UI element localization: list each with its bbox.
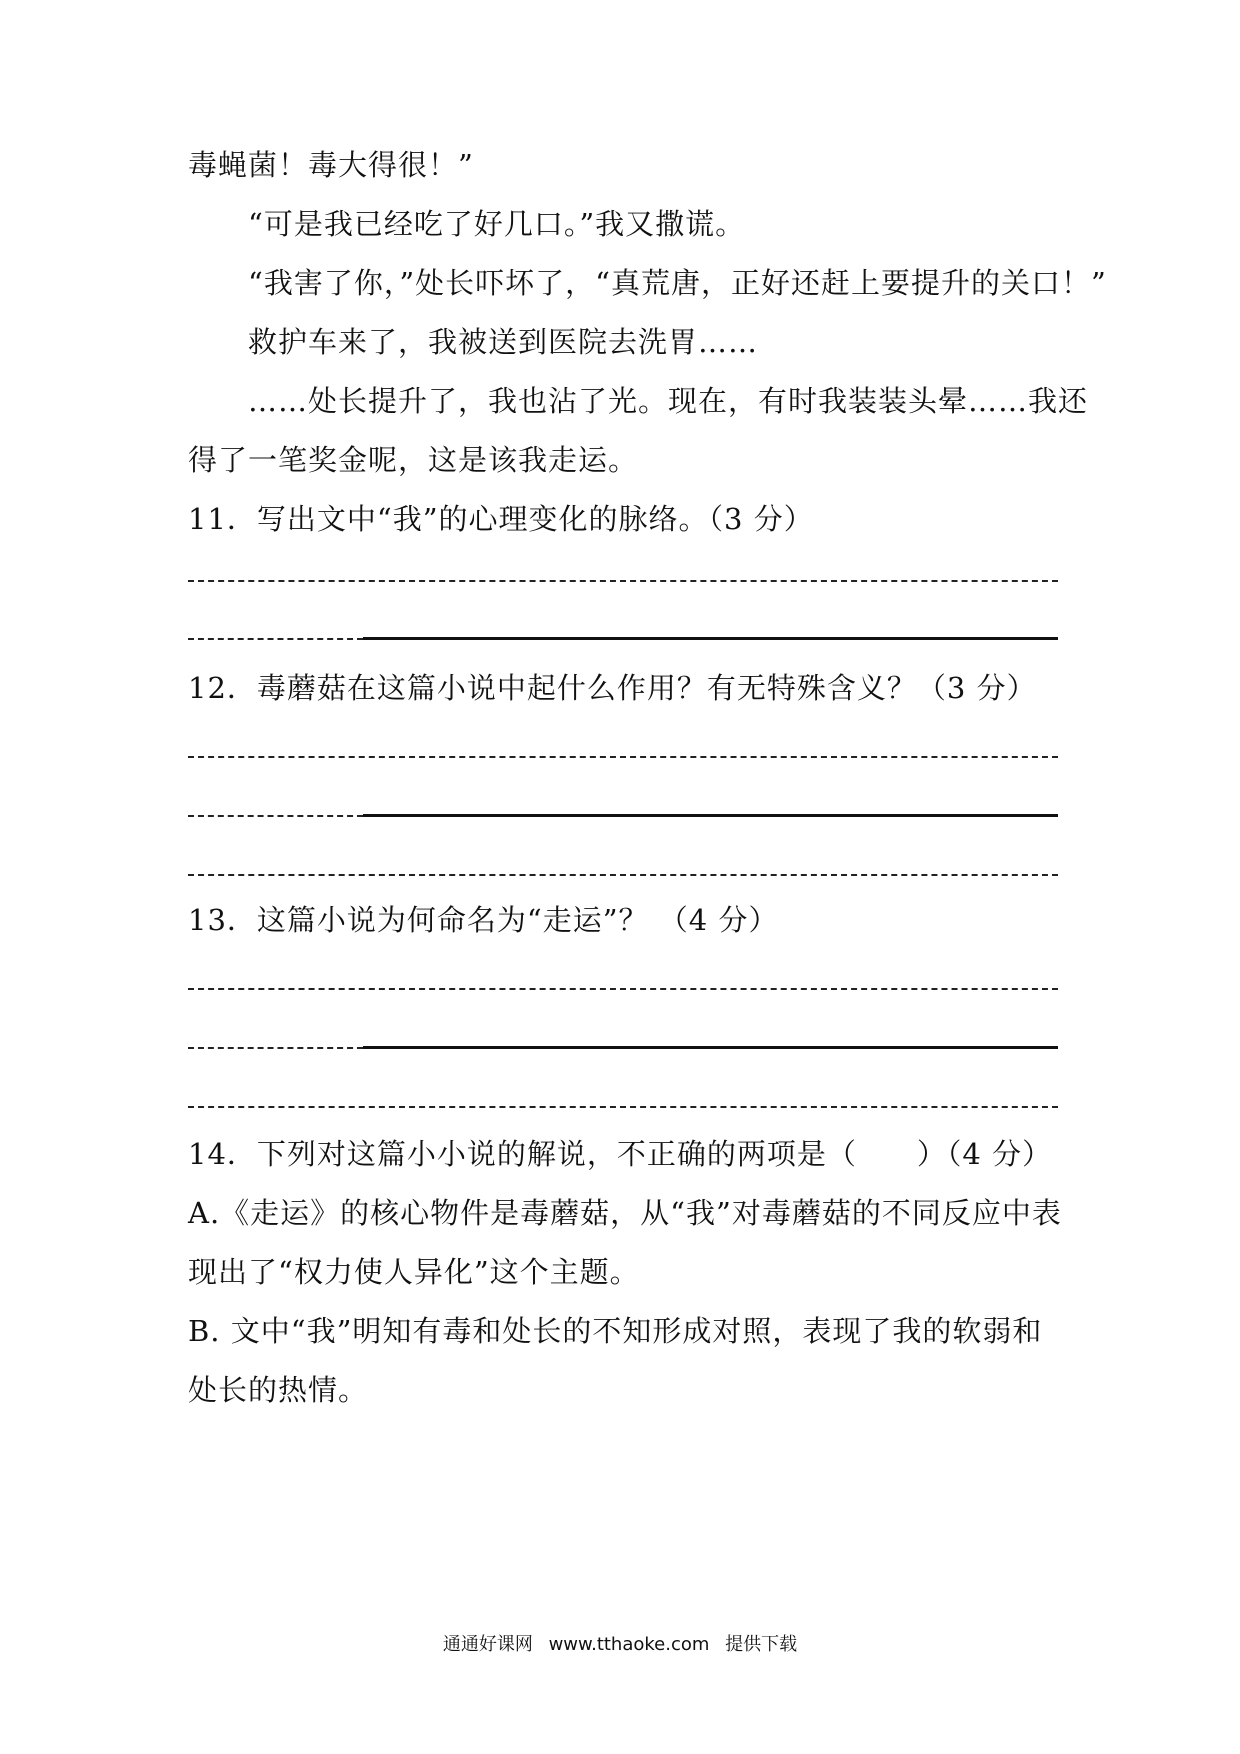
question-12: 12．毒蘑菇在这篇小说中起什么作用？有无特殊含义？（3 分） [188,671,1037,705]
option-a-line: 现出了“权力使人异化”这个主题。 [188,1255,640,1289]
answer-line [188,988,1058,990]
page-footer [0,1630,1240,1656]
answer-line [188,1047,1058,1049]
passage-line: ……处长提升了，我也沾了光。现在，有时我装装头晕……我还 [248,384,1089,418]
footer-site-name: 通通好课网 [442,1634,533,1655]
answer-line [188,580,1058,582]
answer-line-solid-part [363,1046,1058,1049]
answer-line-dashed-part [188,1047,363,1049]
answer-line-dashed-part [188,815,363,817]
question-13: 13．这篇小说为何命名为“走运”？ （4 分） [188,903,779,937]
answer-line [188,756,1058,758]
answer-line-dashed-part [188,638,363,640]
answer-line-solid-part [363,637,1058,640]
question-11: 11．写出文中“我”的心理变化的脉络。（3 分） [188,502,814,536]
option-b-line: 处长的热情。 [188,1373,369,1407]
footer-suffix: 提供下载 [725,1634,798,1655]
question-14: 14．下列对这篇小小说的解说，不正确的两项是（ ）（4 分） [188,1137,1053,1171]
answer-line [188,815,1058,817]
passage-line: “可是我已经吃了好几口。”我又撒谎。 [248,207,746,241]
passage-line: 得了一笔奖金呢，这是该我走运。 [188,443,639,477]
option-b-line: B. 文中“我”明知有毒和处长的不知形成对照，表现了我的软弱和 [188,1314,1043,1348]
answer-line [188,638,1058,640]
passage-line: 毒蝇菌！毒大得很！” [188,148,474,182]
option-a-line: A.《走运》的核心物件是毒蘑菇，从“我”对毒蘑菇的不同反应中表 [188,1196,1062,1230]
answer-line [188,1106,1058,1108]
passage-line: “我害了你，”处长吓坏了，“真荒唐，正好还赶上要提升的关口！” [248,266,1107,300]
answer-line [188,874,1058,876]
footer-url[interactable]: www.tthaoke.com [548,1634,710,1655]
answer-line-solid-part [363,814,1058,817]
passage-line: 救护车来了，我被送到医院去洗胃…… [248,325,759,359]
